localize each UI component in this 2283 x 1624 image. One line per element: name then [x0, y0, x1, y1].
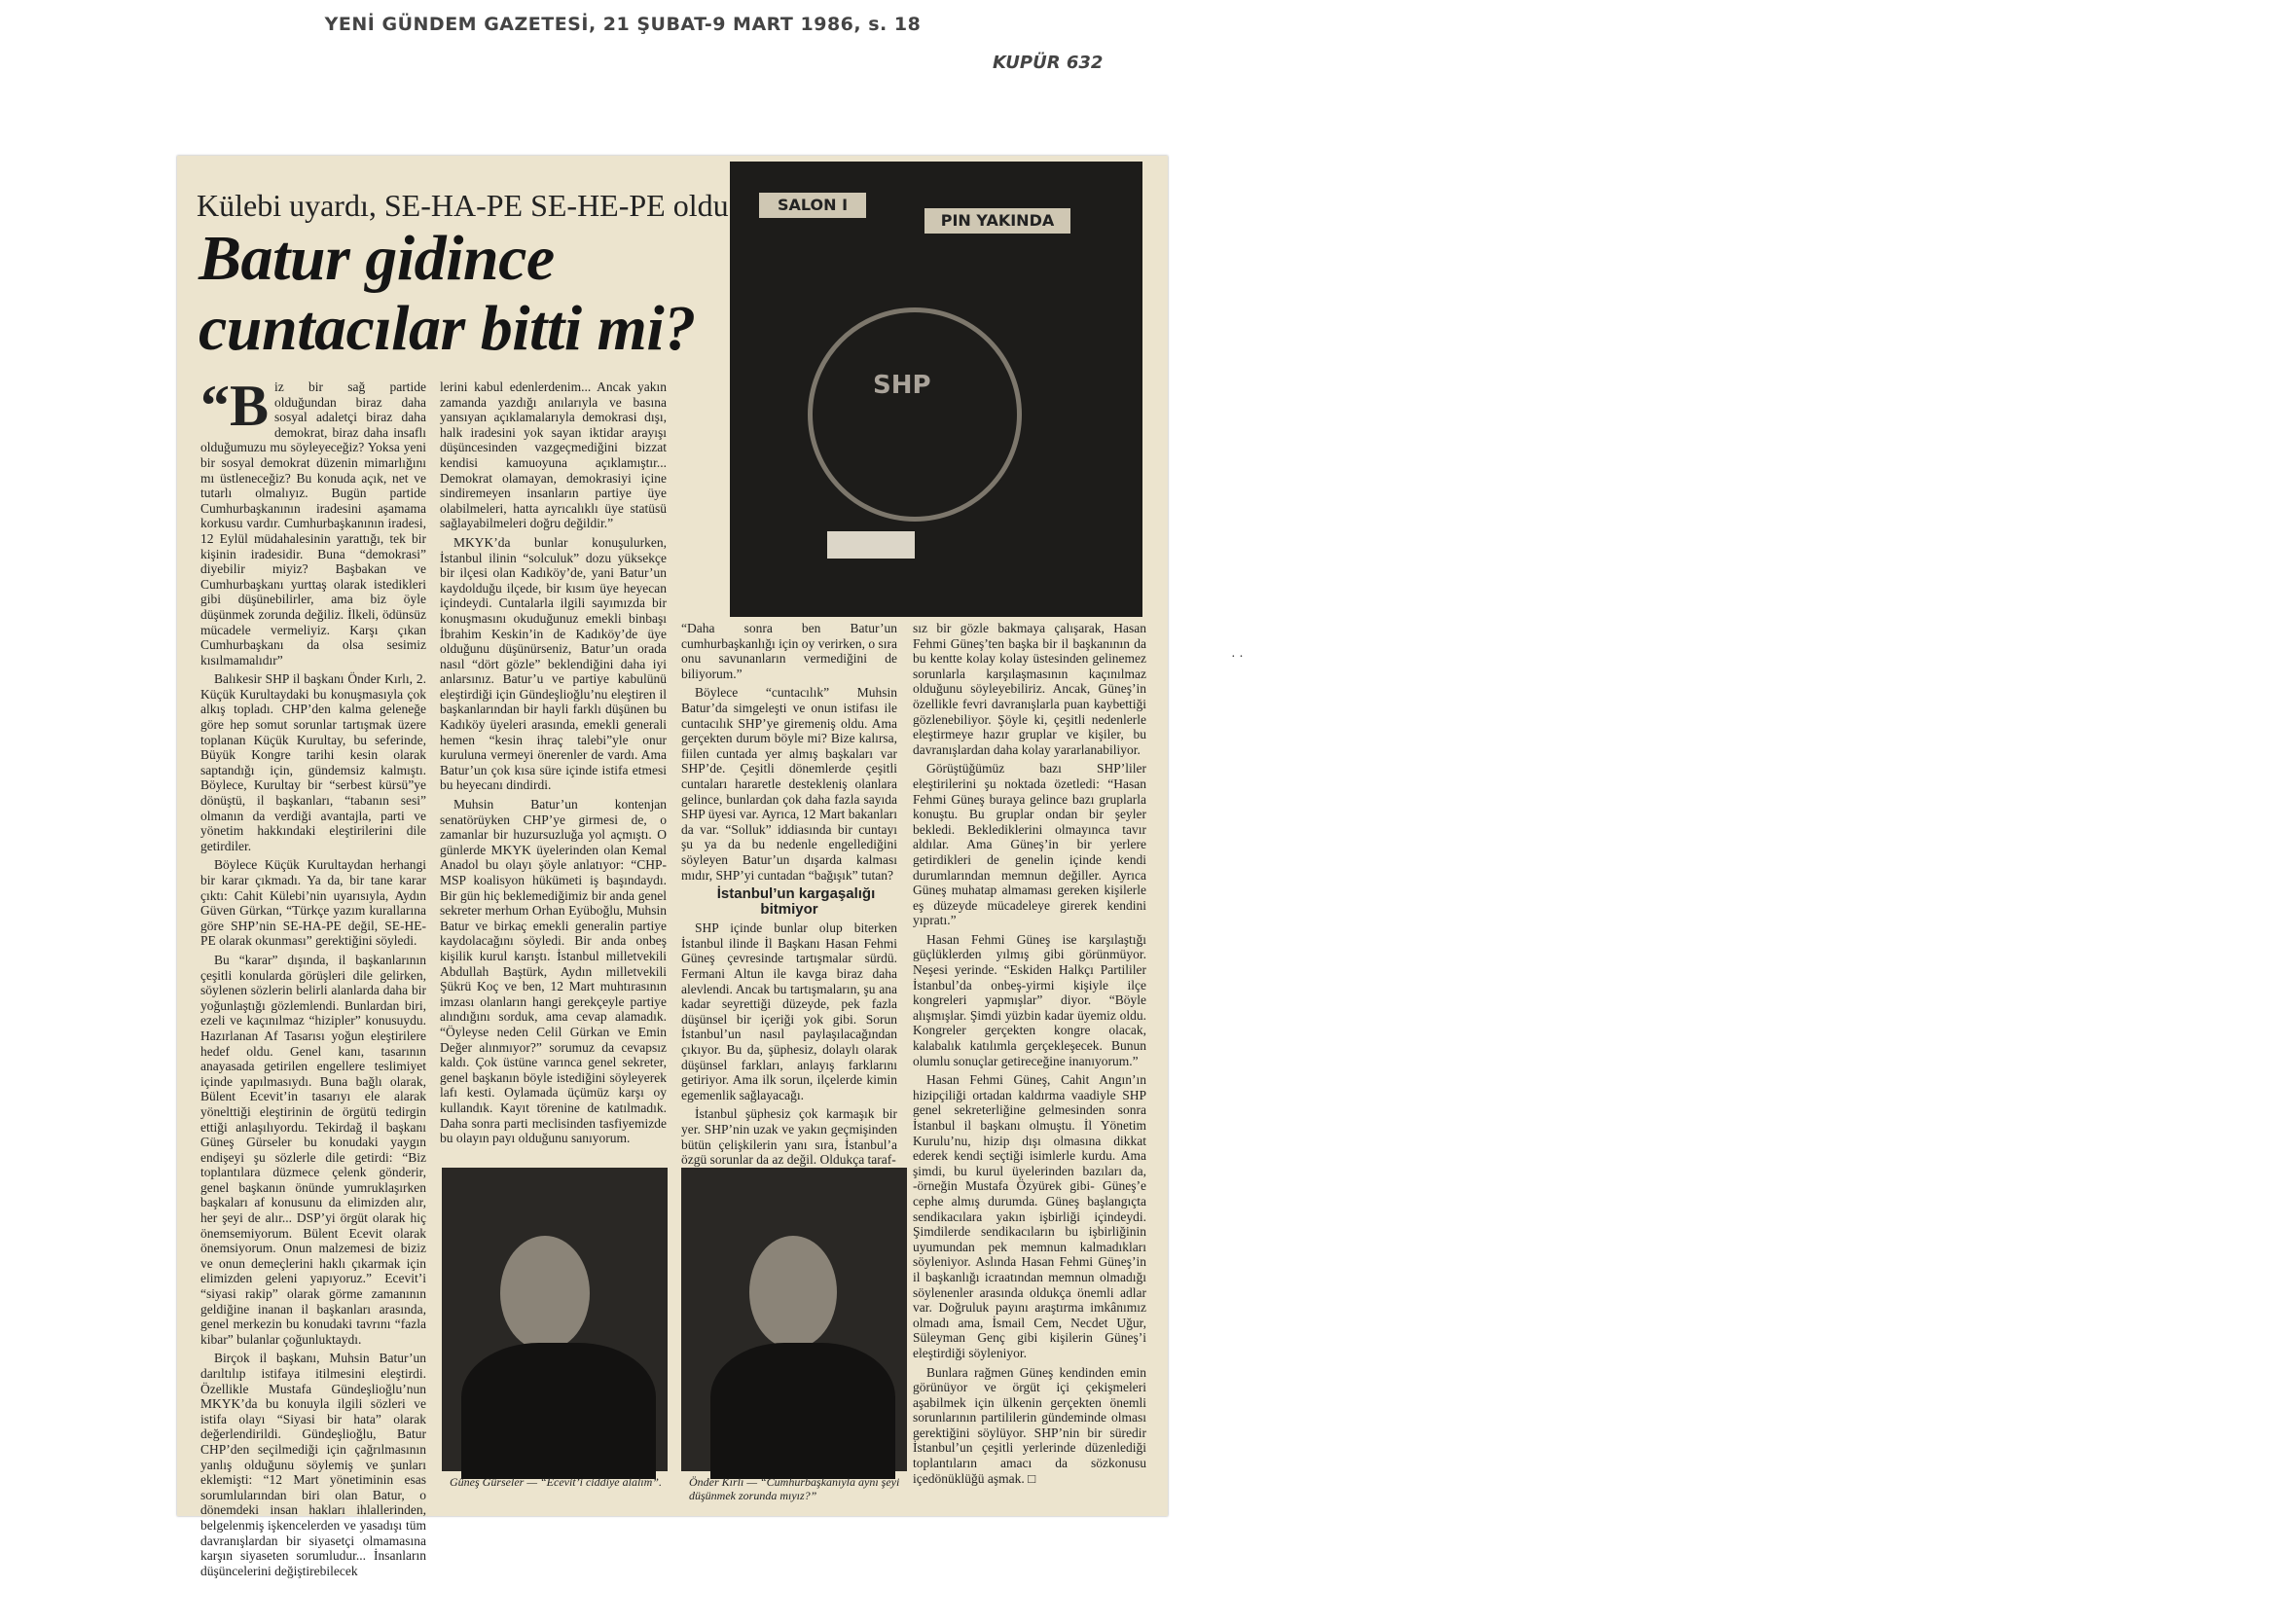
- article-column-4: [913, 621, 1146, 1497]
- paragraph: Böylece “cuntacılık” Muhsin Batur’da simgeleşti ve onun istifası ile cuntacılık SHP’ye giremeniş oldu. Ama gerçekten durum böyle mi? Bize kalırsa, fiilen cuntada yer almış başkaları var SHP’de. Çeşitli dönemlerde çeşitli cuntaları hararetle destekleniş olanlara gelince, bunlardan çok daha fazla sayıda SHP üyesi var. Ayrıca, 12 Mart bakanları da var. “Solluk” iddiasında bir cuntayı şu ya da bu nedenle engellediğini söyleyen Batur’un dışarda kalması mıdır, SHP’yi cuntadan “bağışık” tutan?: [681, 685, 897, 883]
- face-shape: [749, 1236, 837, 1349]
- article-kicker: Külebi uyardı, SE-HA-PE SE-HE-PE oldu: [197, 188, 729, 223]
- article-headline: Batur gidince cuntacılar bitti mi?: [199, 223, 696, 364]
- paragraph: SHP içinde bunlar olup biterken İstanbul ilinde İl Başkanı Hasan Fehmi Güneş çevresinde tartışmalar sürdü. Fermani Altun ile kavga biraz daha alevlendi. Ancak bu tartışmaların, şu ana kadar seyrettiği düzeyde, pek fazla düşünsel bir içeriği yok gibi. Sorun İstanbul’un nasıl paylaşılacağından çıkıyor. Bu da, şüphesiz, dolaylı olarak düşünsel farkları, anlayış farklarını getiriyor. Ama ilk sorun, ilçelerde kimin egemenlik sağlayacağı.: [681, 920, 897, 1102]
- subheading: İstanbul’un kargaşalığı bitmiyor: [716, 885, 876, 918]
- drop-cap: “B: [200, 374, 270, 438]
- article-column-1: [200, 374, 426, 1578]
- paragraph: İstanbul şüphesiz çok karmaşık bir yer. SHP’nin uzak ve yakın geçmişinden bütün çelişkilerin yanı sıra, İstanbul’a özgü sorunlar da az değil. Oldukça taraf-: [681, 1106, 897, 1168]
- photo-caption: Önder Kırlı — “Cumhurbaşkanıyla aynı şeyi düşünmek zorunda mıyız?”: [689, 1475, 900, 1502]
- portrait-photo-kirli: [681, 1168, 907, 1471]
- paragraph: Muhsin Batur’un kontenjan senatörüyken CHP’ye girmesi de, o zamanlar bir huzursuzluğa yol açmıştı. O günlerde MKYK üyelerinden olan Kemal Anadol bu olayı şöyle anlatıyor: “CHP-MSP koalisyon hükümeti iş başındaydı. Bir gün hiç beklemediğimiz bir anda genel sekreter merhum Orhan Eyüboğlu, Muhsin Batur ve birkaç emekli generalin partiye kaydolacağını söyledi. Bir anda onbeş kişilik kurul karıştı. İstanbul milletvekili Abdullah Baştürk, Aydın milletvekili Şükrü Koç ve ben, 12 Mart muhtırasının imzası olanların hangi gerekçeyle partiye alındığını sorduk, ama cevap alamadık. “Öyleyse neden Celil Gürkan ve Emin Değer alınmıyor?” sorumuz da cevapsız kaldı. Çok üstüne varınca genel sekreter, genel başkanın böyle istediğini söyleyerek lafı kesti. Oylamada üçümüz karşı oy kullandık. Kayıt törenine de katılmadık. Daha sonra parti meclisinden tasfiyemizde bu olayın payı olduğunu sanıyorum.: [440, 797, 667, 1146]
- portrait-photo-gurseler: [442, 1168, 668, 1471]
- party-logo-emblem: [808, 307, 1022, 522]
- paragraph: lerini kabul edenlerdenim... Ancak yakın zamanda yazdığı anılarıyla ve basına yansıyan açıklamalarıyla demokrasi dışı, halk iradesini yok sayan iktidar arayışı düşüncesinden vazgeçmediğini bizzat kendisi kamuoyuna açıklamıştır... Demokrat olamayan, demokrasiyi içine sindiremeyen insanların partiye üye olabilmeleri, hatta ayrıcalıklı üye statüsü sağlayabilmeleri doğru değildir.”: [440, 379, 667, 531]
- suit-shape: [461, 1343, 656, 1479]
- paragraph: Görüştüğümüz bazı SHP’liler eleştirilerini şu noktada özetledi: “Hasan Fehmi Güneş buraya gelince bazı gruplarla konuştu. Bu gruplar ondan bir şeyler bekledi. Beklediklerini olmayınca tavır aldılar. Ama Güneş’in bir yerlere getirdikleri de genelin içinde kendi durumlarından memnun değiller. Ayrıca Güneş muhatap almaması gereken kişilerle eş düzeyde mücadeleye girerek kendini yıpratı.”: [913, 761, 1146, 928]
- paragraph: Balıkesir SHP il başkanı Önder Kırlı, 2. Küçük Kurultaydaki bu konuşmasıyla çok alkış topladı. CHP’den kalma geleneğe göre hep somut sorunlar tartışmak üzere toplanan Küçük Kurultay, bu seferinde, Büyük Kongre tarihi kesin olarak saptandığı için, gündemsiz kalmıştı. Böylece, Kurultay bir “serbest kürsü”ye dönüştü, il başkanları, “tabanın sesi” olmanın da verdiği avantajla, parti ve yönetim hakkındaki eleştirilerini dile getirdiler.: [200, 671, 426, 853]
- paragraph: sız bir gözle bakmaya çalışarak, Hasan Fehmi Güneş’ten başka bir il başkanının da bu kentte kolay kolay üstesinden gelinemez sorunlarla karşılaşmasının kaçınılmaz olduğunu söyleyebiliriz. Ancak, Güneş’in özellikle fevri davranışlarla puan kaybettiği gözlenebiliyor. Şöyle ki, çeşitli nedenlerle eleştirmeye hazır gruplar ve kişiler, bu davranışlardan daha kolay yararlanabiliyor.: [913, 621, 1146, 757]
- hall-sign-left: SALON I: [759, 193, 866, 218]
- lead-paragraph: “Biz bir sağ partide olduğundan biraz daha sosyal adaletçi biraz daha demokrat, biraz daha insaflı olduğumuzu mu söyleyeceğiz? Yoksa yeni bir sosyal demokrat düzenin mimarlığını mı üstleneceğiz? Bu konuda açık, net ve tutarlı olmalıyız. Bugün partide Cumhurbaşkanının iradesini aşamama korkusu vardır. Cumhurbaşkanının iradesi, 12 Eylül müdahalesinin yarattığı, tek bir kişinin iradesidir. Buna “demokrasi” diyebilir miyiz? Başbakan ve Cumhurbaşkanı yurttaş olarak istedikleri gibi düşünebilirler, ama biz öyle düşünmek zorunda değiliz. İlkeli, ödünsüz mücadele vermeliyiz. Karşı çıkan Cumhurbaşkanı da olsa sesimiz kısılmamalıdır”: [200, 374, 426, 668]
- podium-shape: [827, 531, 915, 559]
- scan-speck: · ·: [1231, 650, 1244, 665]
- photo-caption: Güneş Gürseler — “Ecevit’i ciddiye alalım”.: [450, 1475, 662, 1489]
- suit-shape: [710, 1343, 895, 1479]
- party-logo-text: SHP: [873, 371, 931, 400]
- article-column-2: [440, 379, 667, 1153]
- paragraph: Hasan Fehmi Güneş, Cahit Angın’ın hizipçiliği ortadan kaldırma vaadiyle SHP genel sekreterliğine gelmesinden sonra İstanbul il başkanı olmuştu. İl Yönetim Kurulu’nu, hizip dışı olmasına dikkat ederek kendi seçtiği isimlerle kurdu. Ama şimdi, bu kurul üyelerinden bazıları da, -örneğin Mustafa Özyürek gibi- Güneş’e cephe almış durumda. Güneş başlangıçta sendikacılara yakın işbirliği içindeydi. Şimdilerde sendikacıların bu işbirliğinin uyumundan pek memnun kalmadıkları söyleniyor. Aslında Hasan Fehmi Güneş’in il başkanlığı icraatından memnun olmadığı söylenenler arasında oldukça önemli adlar var. Doğruluk payını araştırma imkânımız olmadı ama, İsmail Cem, Necdet Uğur, Süleyman Genç gibi kişilerin Güneş’i eleştirdiği söyleniyor.: [913, 1072, 1146, 1360]
- face-shape: [500, 1236, 590, 1351]
- clipping-number: KUPÜR 632: [993, 53, 1104, 73]
- paragraph: Böylece Küçük Kurultaydan herhangi bir karar çıkmadı. Ya da, bir tane karar çıktı: Cahit Külebi’nin uyarısıyla, Aydın Güven Gürkan, “Türkçe yazım kurallarına göre SHP’nin SE-HA-PE değil, SE-HE-PE olarak okunması” gerektiğini söyledi.: [200, 857, 426, 949]
- paragraph: “Daha sonra ben Batur’un cumhurbaşkanlığı için oy verirken, o sıra onu savunanların vermediğini de biliyorum.”: [681, 621, 897, 681]
- source-line: YENİ GÜNDEM GAZETESİ, 21 ŞUBAT-9 MART 1986, s. 18: [324, 14, 922, 35]
- paragraph: MKYK’da bunlar konuşulurken, İstanbul ilinin “solculuk” dozu yüksekçe bir ilçesi olan Kadıköy’de, yani Batur’un kaydolduğu ilçede, bir kısım üye heyecan içindeydi. Cuntalarla ilgili sayımızda bir konuşmasını okuduğunuz emekli binbaşı İbrahim Keskin’in de Kadıköy’de üye olduğunu düşünürseniz, Batur’un orada nasıl “dört gözle” beklendiğini daha iyi anlarsınız. Batur’u ve partiye kabulünü eleştirdiği için Gündeşlioğlu’nu eleştiren il başkanlarından bir hayli farklı düşünen bu Kadıköy üyeleri arasında, emekli generali hemen “kesin ihraç talebi”yle onur kuruluna vermeyi önerenler de vardı. Ama Batur’un çok kısa süre içinde istifa etmesi bu heyecanı dindirdi.: [440, 534, 667, 793]
- congress-hall-photo: [730, 162, 1142, 617]
- newspaper-clipping: [177, 156, 1168, 1578]
- paragraph: Bunlara rağmen Güneş kendinden emin görünüyor ve örgüt içi çekişmeleri aşabilmek için ülkenin gerçekten önemli sorunlarının partililerin gündeminde olması gerektiğini söylüyor. SHP’nin bir süredir İstanbul’un çeşitli yerlerinde düzenlediği toplantıların amacı da sözkonusu içedönüklüğü aşmak. □: [913, 1364, 1146, 1486]
- paragraph: Birçok il başkanı, Muhsin Batur’un darıltılıp istifaya itilmesini eleştirdi. Özellikle Mustafa Gündeşlioğlu’nun MKYK’da bu konuyla ilgili sözleri ve istifa olayı “Siyasi bir hata” olarak değerlendirildi. Gündeşlioğlu, Batur CHP’den seçilmediği için çağrılmasının yanlış olduğunu söylemiş ve şunları eklemişti: “12 Mart yönetiminin esas sorumlularından biri olan Batur, o dönemdeki insan hakları ihlallerinden, belgelenmiş işkencelerden ve yasadışı tüm davranışlardan bir siyasetçi olmamasına karşın siyaseten sorumludur... İnsanların düşüncelerini değiştirebilecek: [200, 1351, 426, 1578]
- paragraph: Bu “karar” dışında, il başkanlarının çeşitli konularda görüşleri dile gelirken, söylenen sözlerin belirli alanlarda daha bir yoğunlaştığı gözlemlendi. Bunlardan biri, ezeli ve kaçınılmaz “hizipler” konusuydu. Hazırlanan Af Tasarısı yoğun eleştirilere hedef oldu. Genel kanı, tasarının anayasada getirilen engellere teslimiyet içinde yapılmasıydı. Buna bağlı olarak, Bülent Ecevit’in tasarıyı ele alarak yönelttiği eleştirinin de örgütü tedirgin ettiği anlaşılıyordu. Tekirdağ il başkanı Güneş Gürseler bu konudaki yaygın endişeyi şu sözlerle dile getirdi: “Biz toplantılara düzmece çelenk gönderir, genel başkanın önünde yumruklaşırken başkaları af konusunu da elimizden alır, her şeyi de alır... DSP’yi örgüt olarak hiç önemsemiyorum. Bülent Ecevit olarak önemsiyorum. Onun malzemesi de biziz ve onun demeçlerini haklı çıkarmak için elimizden geleni yapıyoruz.” Ecevit’i “siyasi rakip” olarak görme zamanının geldiğine inanan il başkanları arasında, genel merkezin bu konudaki tavrını “fazla kibar” bulanlar çoğunluktaydı.: [200, 952, 426, 1347]
- article-column-3: [681, 621, 897, 1168]
- paragraph: Hasan Fehmi Güneş ise karşılaştığı güçlüklerden yılmış gibi görünmüyor. Neşesi yerinde. “Eskiden Halkçı Partililer İstanbul’da onbeş-yirmi kişiyle ilçe kongreleri yapmışlar” diyor. “Böyle alışmışlar. Şimdi yüzbin kadar üyemiz oldu. Kongreler gerçekten kongre olacak, kalabalık katılımla gerçekleşecek. Bunun olumlu sonuçlar getireceğine inanıyorum.”: [913, 931, 1146, 1068]
- hall-sign-right: PIN YAKINDA: [924, 208, 1070, 234]
